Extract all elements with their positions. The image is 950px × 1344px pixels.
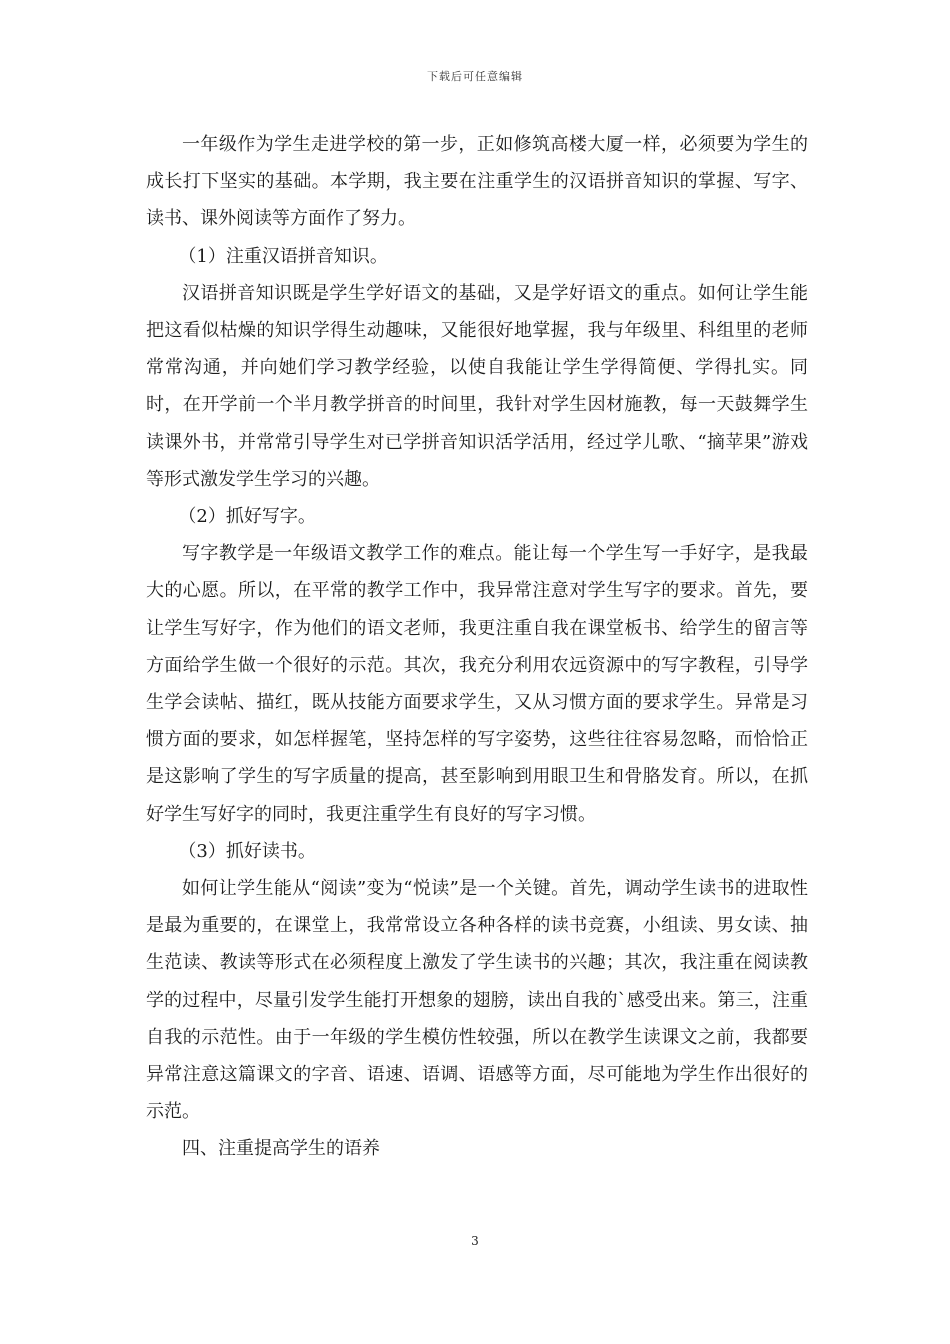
section-heading-reading: （3）抓好读书。 (178, 840, 316, 862)
paragraph-writing: 写字教学是一年级语文教学工作的难点。能让每一个学生写一手好字，是我最大的心愿。所以，在平常的教学工作中，我异常注意对学生写字的要求。首先，要让学生写好字，作为他们的语文老师，我更注重自我在课堂板书、给学生的留言等方面给学生做一个很好的示范。其次，我充分利用农远资源中的写字教程，引导学生学会读帖、描红，既从技能方面要求学生，又从习惯方面的要求学生。异常是习惯方面的要求，如怎样握笔，坚持怎样的写字姿势，这些往往容易忽略，而恰恰正是这影响了学生的写字质量的提高，甚至影响到用眼卫生和骨胳发育。所以，在抓好学生写好字的同时，我更注重学生有良好的写字习惯。 (146, 543, 808, 825)
section-heading-pinyin: （1）注重汉语拼音知识。 (178, 245, 388, 267)
section-heading-writing: （2）抓好写字。 (178, 506, 316, 528)
page-number: 3 (471, 1234, 479, 1248)
page-header-note: 下载后可任意编辑 (427, 70, 523, 83)
paragraph-intro: 一年级作为学生走进学校的第一步，正如修筑高楼大厦一样，必须要为学生的成长打下坚实的基础。本学期，我主要在注重学生的汉语拼音知识的掌握、写字、读书、课外阅读等方面作了努力。 (146, 134, 808, 230)
paragraph-reading: 如何让学生能从“阅读”变为“悦读”是一个关键。首先，调动学生读书的进取性是最为重要的，在课堂上，我常常设立各种各样的读书竞赛，小组读、男女读、抽生范读、教读等形式在必须程度上激发了学生读书的兴趣；其次，我注重在阅读教学的过程中，尽量引发学生能打开想象的翅膀，读出自我的`感受出来。第三，注重自我的示范性。由于一年级的学生模仿性较强，所以在教学生读课文之前，我都要异常注意这篇课文的字音、语速、语调、语感等方面，尽可能地为学生作出很好的示范。 (146, 878, 808, 1123)
paragraph-pinyin: 汉语拼音知识既是学生学好语文的基础，又是学好语文的重点。如何让学生能把这看似枯燥的知识学得生动趣味，又能很好地掌握，我与年级里、科组里的老师常常沟通，并向她们学习教学经验，以使自我能让学生学得简便、学得扎实。同时，在开学前一个半月教学拼音的时间里，我针对学生因材施教，每一天鼓舞学生读课外书，并常常引导学生对已学拼音知识活学活用，经过学儿歌、“摘苹果”游戏等形式激发学生学习的兴趣。 (146, 282, 808, 490)
section-heading-literacy: 四、注重提高学生的语养 (182, 1138, 380, 1160)
document-body (146, 126, 808, 1168)
